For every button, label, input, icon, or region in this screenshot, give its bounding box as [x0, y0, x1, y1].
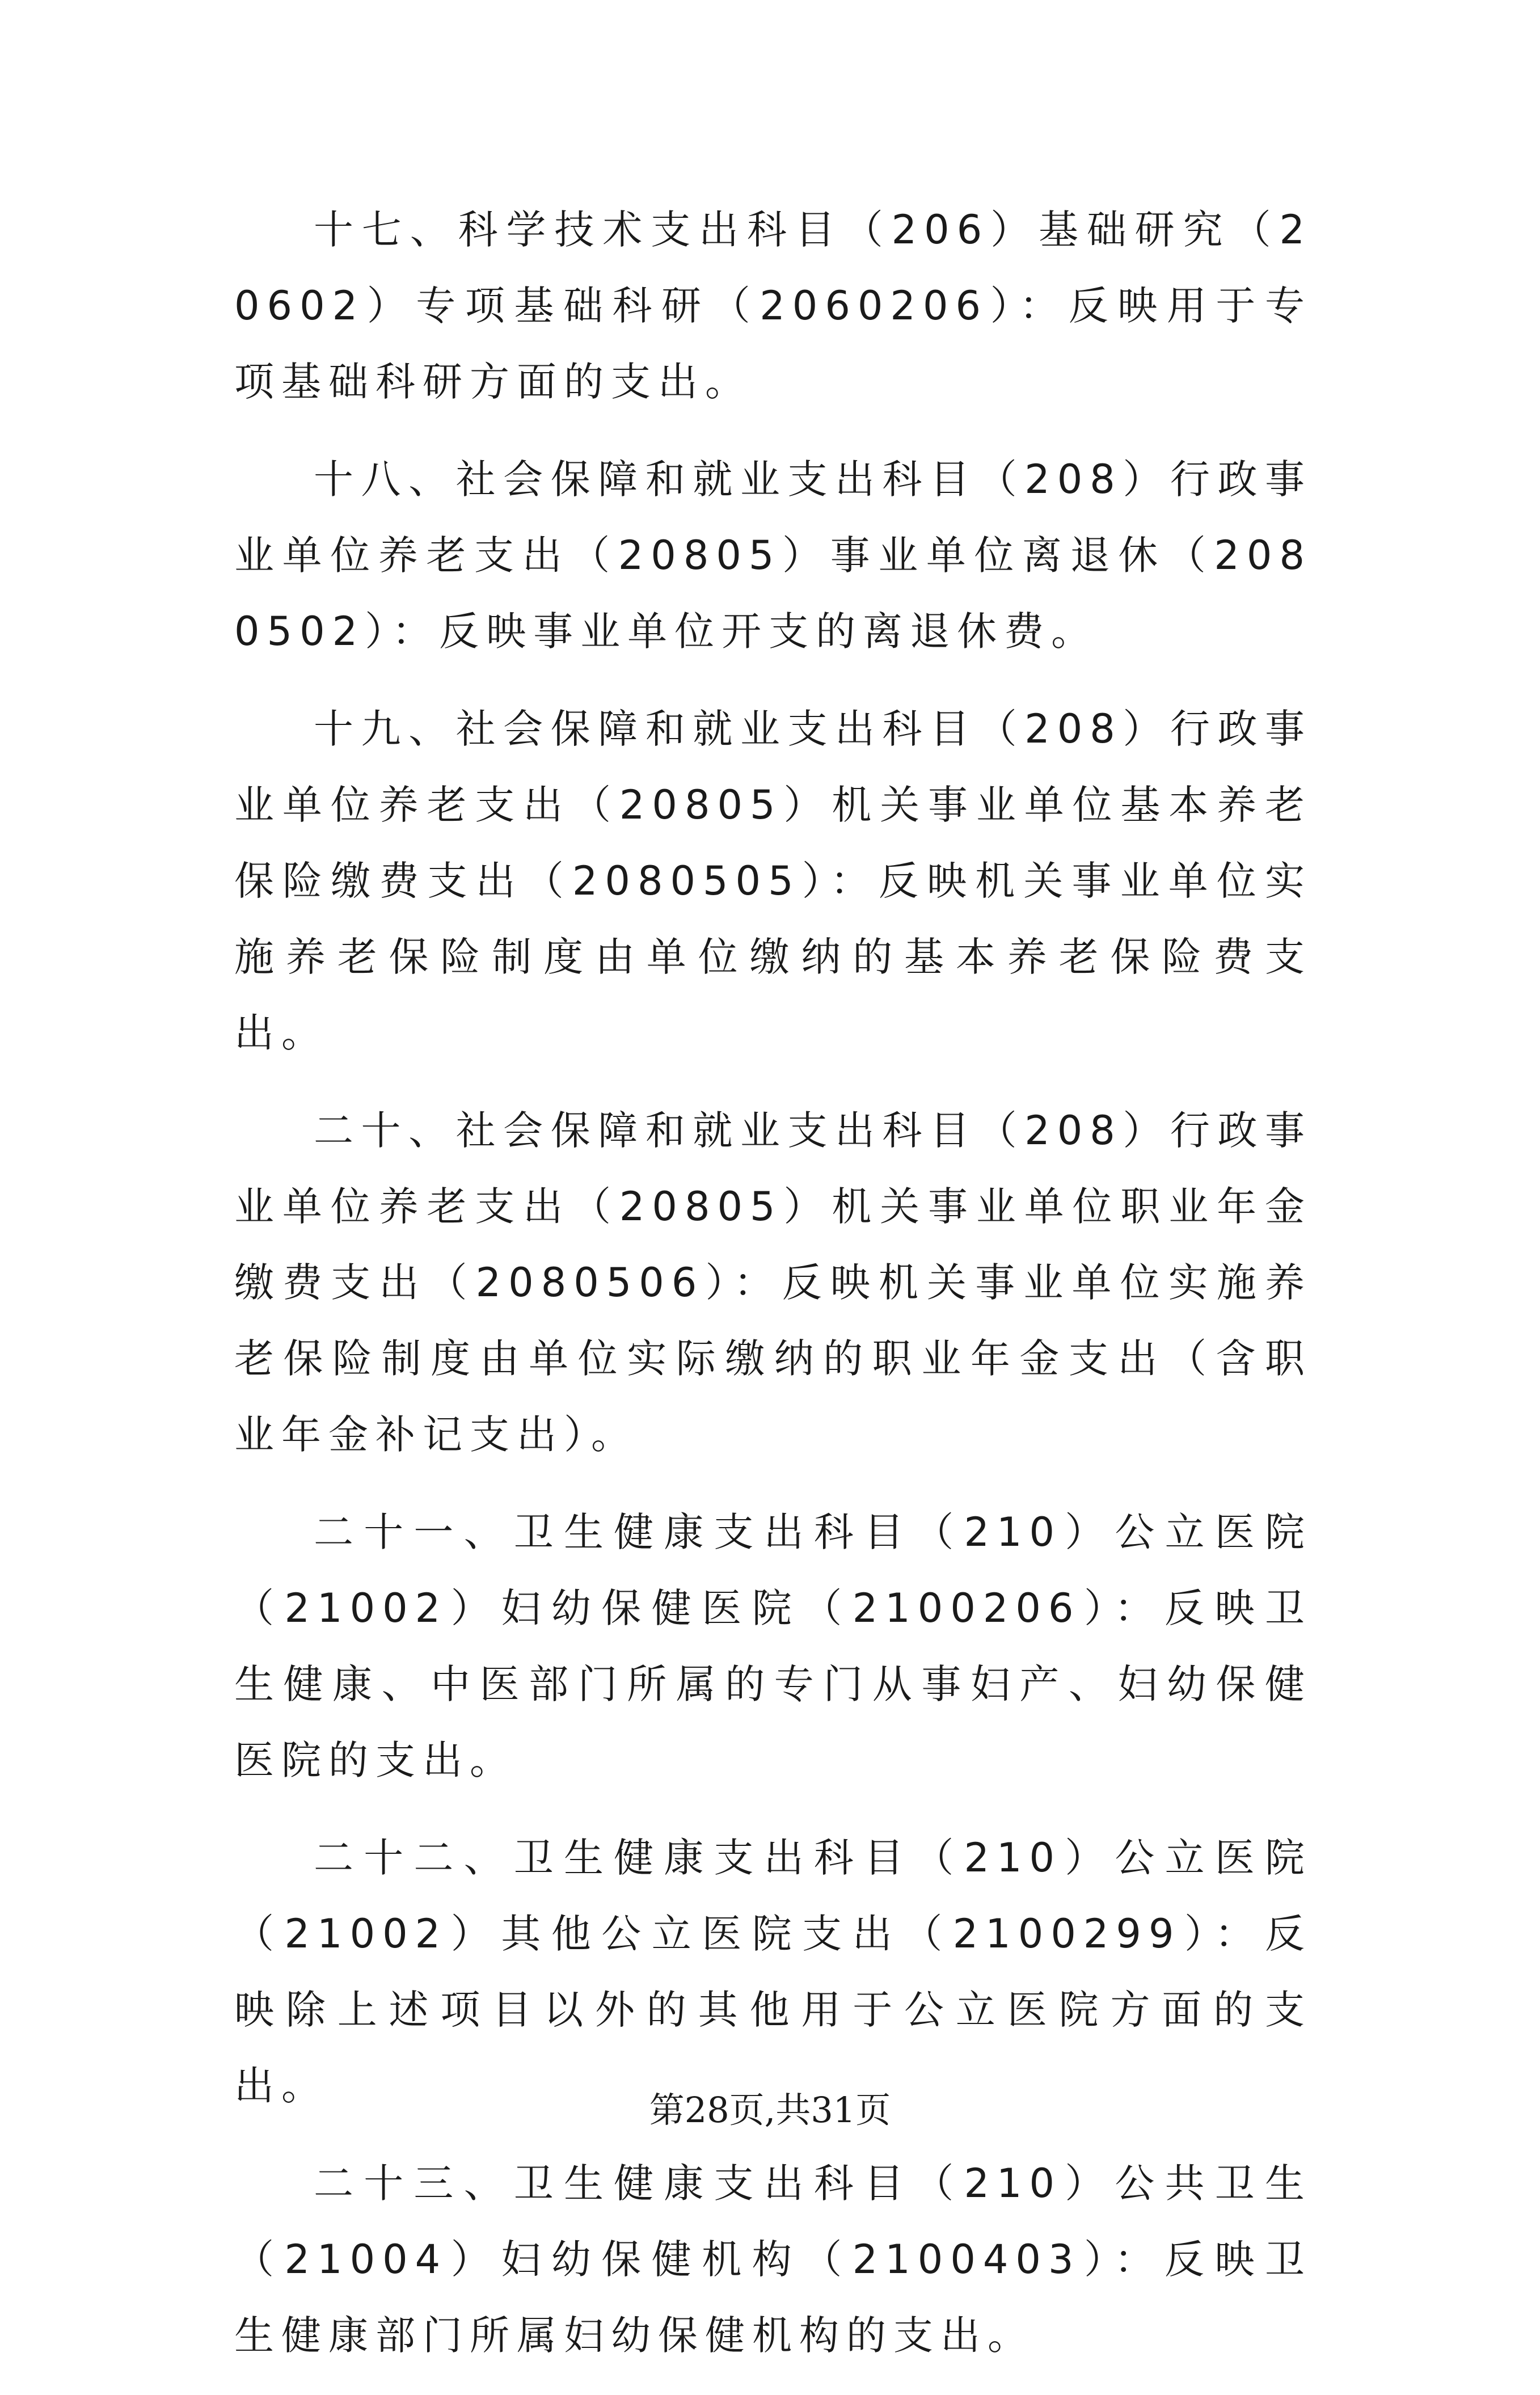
document-body: [234, 192, 1312, 2395]
paragraph-17: 十七、科学技术支出科目（206）基础研究（20602）专项基础科研（2060206）：反映用于专项基础科研方面的支出。: [234, 206, 1312, 405]
paragraph-23: 二十三、卫生健康支出科目（210）公共卫生（21004）妇幼保健机构（2100403）：反映卫生健康部门所属妇幼保健机构的支出。: [234, 2160, 1312, 2359]
paragraph-19: 十九、社会保障和就业支出科目（208）行政事业单位养老支出（20805）机关事业单位基本养老保险缴费支出（2080505）：反映机关事业单位实施养老保险制度由单位缴纳的基本养老保险费支出。: [234, 706, 1312, 1056]
page-number-footer: 第28页,共31页: [649, 2089, 891, 2131]
paragraph-21: 二十一、卫生健康支出科目（210）公立医院（21002）妇幼保健医院（2100206）：反映卫生健康、中医部门所属的专门从事妇产、妇幼保健医院的支出。: [234, 1509, 1312, 1783]
paragraph-22: 二十二、卫生健康支出科目（210）公立医院（21002）其他公立医院支出（2100299）：反映除上述项目以外的其他用于公立医院方面的支出。: [234, 1835, 1312, 2109]
paragraph-18: 十八、社会保障和就业支出科目（208）行政事业单位养老支出（20805）事业单位离退休（2080502）：反映事业单位开支的离退休费。: [234, 456, 1312, 655]
paragraph-20: 二十、社会保障和就业支出科目（208）行政事业单位养老支出（20805）机关事业单位职业年金缴费支出（2080506）：反映机关事业单位实施养老保险制度由单位实际缴纳的职业年金支出（含职业年金补记支出）。: [234, 1107, 1312, 1458]
